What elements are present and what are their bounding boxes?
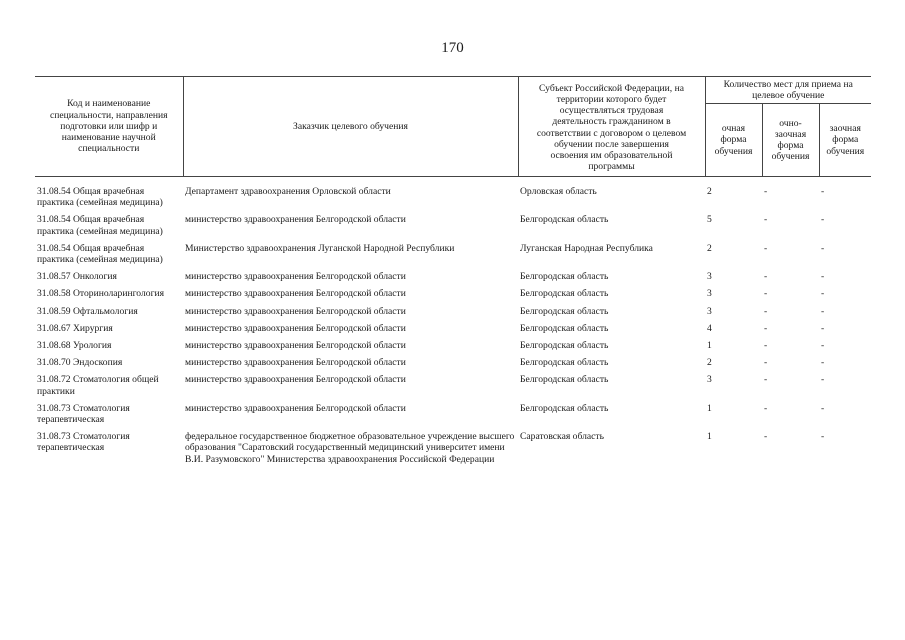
extramural-count: - [821,357,825,369]
part-time-count: - [764,288,768,300]
full-time-count: 5 [707,214,712,226]
part-time-count: - [764,305,768,317]
region-cell: Саратовская область [520,431,604,443]
part-time-count: - [764,186,768,197]
table-body [35,177,871,471]
region-cell: Белгородская область [520,402,609,414]
table-row [35,288,871,305]
admission-table [35,76,871,471]
full-time-count: 4 [707,322,712,334]
header-extramural: заочная форма обучения [819,104,871,177]
header-full-time: очная форма обучения [705,104,762,177]
full-time-count: 1 [707,340,712,352]
specialty-cell: 31.08.57 Онкология [37,271,117,283]
full-time-count: 1 [707,402,712,414]
header-places-group: Количество мест для приема на целевое обучение [705,77,871,104]
part-time-count: - [764,402,768,414]
part-time-count: - [764,374,768,386]
header-specialty: Код и наименование специальности, направления подготовки или шифр и наименование научной специальности [35,77,183,177]
extramural-count: - [821,322,825,334]
extramural-count: - [821,288,825,300]
extramural-count: - [821,214,825,226]
region-cell: Белгородская область [520,288,609,300]
extramural-count: - [821,186,825,197]
extramural-count: - [821,271,825,283]
table-row [35,374,871,402]
extramural-count: - [821,305,825,317]
table-row [35,243,871,271]
region-cell: Белгородская область [520,357,609,369]
customer-cell: министерство здравоохранения Белгородской области [185,402,406,414]
table-row [35,186,871,214]
extramural-count: - [821,340,825,352]
full-time-count: 3 [707,271,712,283]
region-cell: Луганская Народная Республика [520,242,653,254]
part-time-count: - [764,322,768,334]
specialty-cell: 31.08.68 Урология [37,340,112,352]
full-time-count: 3 [707,305,712,317]
specialty-cell: 31.08.72 Стоматология общей практики [37,374,159,397]
extramural-count: - [821,374,825,386]
table-row [35,306,871,323]
region-cell: Белгородская область [520,322,609,334]
table-row [35,271,871,288]
customer-cell: федеральное государственное бюджетное образовательное учреждение высшего образования "Саратовский государственный медицинский университет имени В.И. Разумовского" Министерства здравоохранения Российской Федерации [185,431,515,465]
extramural-count: - [821,431,825,443]
table-row [35,403,871,431]
customer-cell: министерство здравоохранения Белгородской области [185,271,406,283]
part-time-count: - [764,242,768,254]
specialty-cell: 31.08.67 Хирургия [37,322,113,334]
part-time-count: - [764,214,768,226]
specialty-cell: 31.08.73 Стоматология терапевтическая [37,431,130,454]
full-time-count: 2 [707,242,712,254]
region-cell: Белгородская область [520,271,609,283]
customer-cell: министерство здравоохранения Белгородской области [185,340,406,352]
header-part-time: очно-заочная форма обучения [762,104,819,177]
extramural-count: - [821,242,825,254]
customer-cell: министерство здравоохранения Белгородской области [185,305,406,317]
table-row [35,357,871,374]
customer-cell: министерство здравоохранения Белгородской области [185,374,406,386]
customer-cell: министерство здравоохранения Белгородской области [185,322,406,334]
customer-cell: министерство здравоохранения Белгородской области [185,214,406,226]
specialty-cell: 31.08.73 Стоматология терапевтическая [37,402,130,426]
customer-cell: министерство здравоохранения Белгородской области [185,288,406,300]
header-region: Субъект Российской Федерации, на территории которого будет осуществляться трудовая деятельность гражданином в соответствии с договором о целевом обучении после завершения освоения им образовательной программы [518,77,705,177]
page-number: 170 [441,40,464,56]
part-time-count: - [764,271,768,283]
full-time-count: 2 [707,357,712,369]
full-time-count: 2 [707,186,712,197]
full-time-count: 3 [707,288,712,300]
specialty-cell: 31.08.54 Общая врачебная практика (семейная медицина) [37,214,163,237]
full-time-count: 1 [707,431,712,443]
region-cell: Орловская область [520,186,597,197]
header-customer: Заказчик целевого обучения [183,77,518,177]
specialty-cell: 31.08.58 Оториноларингология [37,288,165,300]
extramural-count: - [821,402,825,414]
part-time-count: - [764,340,768,352]
part-time-count: - [764,431,768,443]
table-row [35,214,871,242]
table-row [35,323,871,340]
customer-cell: Министерство здравоохранения Луганской Народной Республики [185,242,455,254]
region-cell: Белгородская область [520,340,609,352]
table-row [35,431,871,471]
customer-cell: Департамент здравоохранения Орловской области [185,186,391,197]
specialty-cell: 31.08.54 Общая врачебная практика (семейная медицина) [37,186,163,209]
table-row [35,340,871,357]
specialty-cell: 31.08.59 Офтальмология [37,305,138,317]
part-time-count: - [764,357,768,369]
region-cell: Белгородская область [520,374,609,386]
specialty-cell: 31.08.54 Общая врачебная практика (семейная медицина) [37,242,163,266]
table-header [35,77,871,177]
full-time-count: 3 [707,374,712,386]
specialty-cell: 31.08.70 Эндоскопия [37,357,123,369]
region-cell: Белгородская область [520,305,609,317]
region-cell: Белгородская область [520,214,609,226]
customer-cell: министерство здравоохранения Белгородской области [185,357,406,369]
